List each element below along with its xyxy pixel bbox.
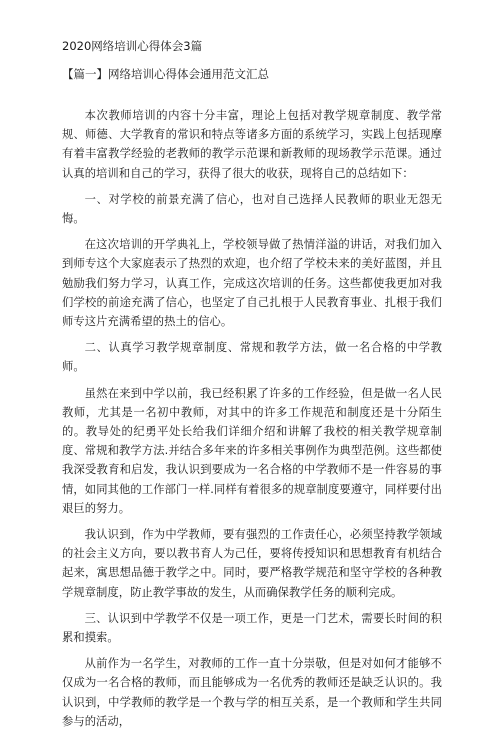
paragraph-intro: 本次教师培训的内容十分丰富，理论上包括对教学规章制度、教学常规、师德、大学教育的常识和特点等诸多方面的系统学习，实践上包括现摩有着丰富教学经验的老教师的教学示范课和新教师的现场教学示范课。通过认真的培训和自己的学习，获得了很大的收获，现将自己的总结如下： — [62, 109, 442, 180]
document-body — [62, 106, 442, 738]
paragraph-point-1-heading: 一、对学校的前景充满了信心，也对自己选择人民教师的职业无怨无悔。 — [62, 192, 442, 226]
paragraph-point-1-body: 在这次培训的开学典礼上，学校领导做了热情洋溢的讲话，对我们加入到师专这个大家庭表示了热烈的欢迎，也介绍了学校未来的美好蓝图，并且勉励我们努力学习，认真工作，完成这次培训的任务。这些都使我更加对我们学校的前途充满了信心，也坚定了自己扎根于人民教育事业、扎根于我们师专这片充满希望的热土的信心。 — [62, 238, 442, 329]
paragraph-point-3-heading: 三、认识到中学教学不仅是一项工作，更是一门艺术，需要长时间的积累和摸索。 — [62, 611, 442, 645]
paragraph-point-3-body: 从前作为一名学生，对教师的工作一直十分崇敬，但是对如何才能够不仅成为一名合格的教师，而且能够成为一名优秀的教师还是缺乏认识的。我认识到，中学教师的教学是一个教与学的相互关系，是一个教师和学生共同参与的活动， — [62, 657, 442, 728]
document-title: 2020网络培训心得体会3篇 — [62, 39, 203, 53]
section-heading: 【篇一】网络培训心得体会通用范文汇总 — [62, 67, 269, 81]
paragraph-point-2-heading: 二、认真学习教学规章制度、常规和教学方法，做一名合格的中学教师。 — [62, 341, 442, 374]
paragraph-point-2-body: 虽然在来到中学以前，我已经积累了许多的工作经验，但是做一名人民教师，尤其是一名初中教师，对其中的许多工作规范和制度还是十分陌生的。教导处的纪勇平处长给我们详细介绍和讲解了我校的相关教学规章制度、常规和教学方法.并结合多年来的许多相关事例作为典型范例。这些都使我深受教育和启发，我认识到要成为一名合格的中学教师不是一件容易的事情，如同其他的工作部门一样.同样有着很多的规章制度要遵守，同样要付出艰巨的努力。 — [62, 386, 442, 515]
paragraph-point-2-body-2: 我认识到，作为中学教师，要有强烈的工作责任心，必须坚持教学领域的社会主义方向，要以教书育人为己任，要将传授知识和思想教育有机结合起来，寓思想品德于教学之中。同时，要严格教学规范和坚守学校的各种教学规章制度，防止教学事故的发生，从而确保教学任务的顺利完成。 — [62, 528, 442, 599]
